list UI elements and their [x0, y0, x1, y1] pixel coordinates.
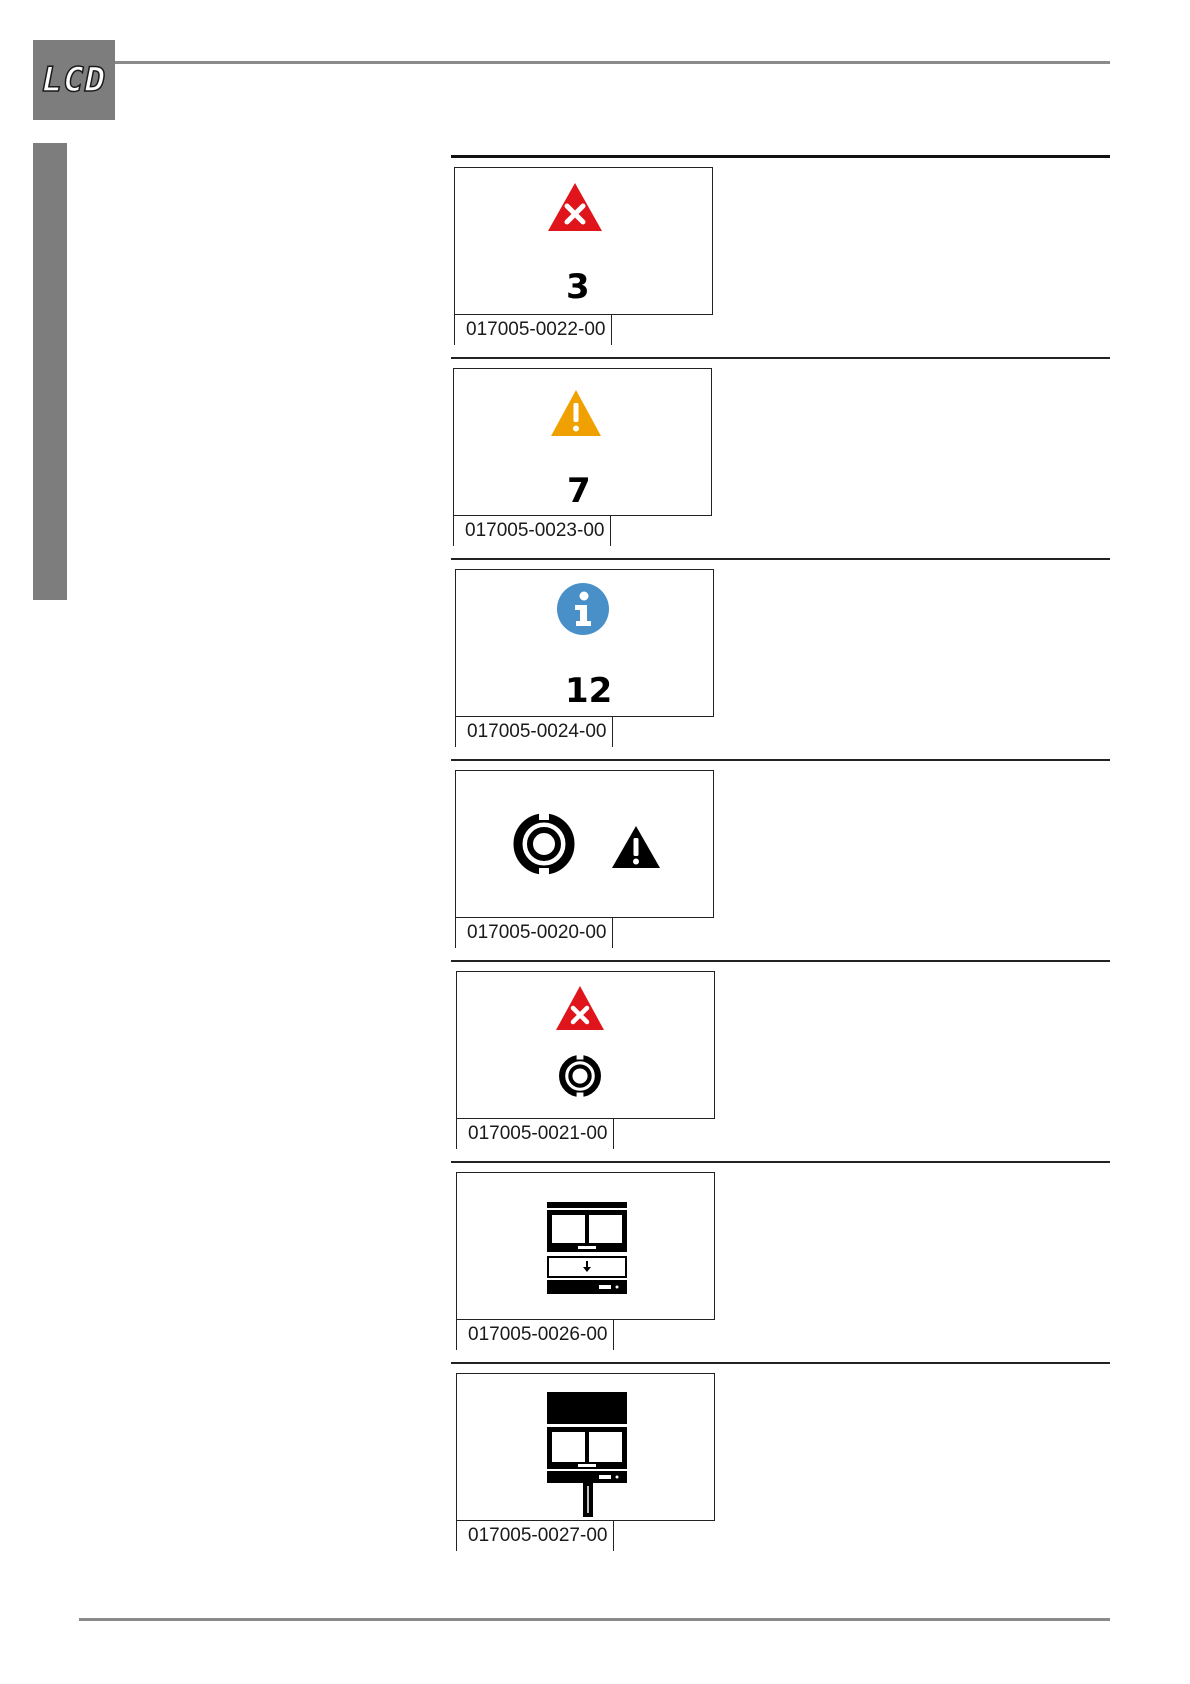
icon-frame	[456, 1172, 715, 1320]
header-rule	[115, 61, 1110, 64]
icon-frame	[455, 770, 714, 918]
logo-text: LCD	[41, 60, 107, 100]
icon-frame	[455, 569, 714, 717]
figure-row	[451, 761, 1110, 962]
footer-rule	[79, 1618, 1110, 1621]
blue-info-circle-icon	[556, 582, 610, 636]
figure-row	[451, 359, 1110, 560]
info-count: 12	[565, 671, 613, 711]
figure-id-label: 017005-0022-00	[454, 315, 612, 345]
icon-frame	[456, 971, 715, 1119]
figure-id-label: 017005-0024-00	[455, 717, 613, 747]
red-error-triangle-icon	[554, 984, 606, 1032]
instrument-with-handle-icon	[546, 1392, 628, 1518]
instrument-drawer-open-icon	[546, 1202, 628, 1294]
icon-frame	[454, 167, 713, 315]
lcd-logo	[33, 40, 115, 120]
side-tab-bar	[33, 143, 67, 600]
figure-row	[451, 1364, 1110, 1565]
figure-row	[451, 158, 1110, 359]
black-warning-triangle-icon	[610, 824, 662, 870]
device-ring-icon	[512, 812, 576, 876]
icon-frame	[456, 1373, 715, 1521]
warning-count: 7	[567, 471, 591, 511]
figure-row	[451, 560, 1110, 761]
device-ring-icon	[558, 1054, 602, 1098]
figure-row	[451, 1163, 1110, 1364]
figure-id-label: 017005-0026-00	[456, 1320, 614, 1350]
figure-id-label: 017005-0027-00	[456, 1521, 614, 1551]
figure-id-label: 017005-0020-00	[455, 918, 613, 948]
error-count: 3	[566, 267, 590, 307]
figure-row	[451, 962, 1110, 1163]
red-error-triangle-icon	[546, 181, 604, 233]
icon-frame	[453, 368, 712, 516]
figure-id-label: 017005-0021-00	[456, 1119, 614, 1149]
orange-warning-triangle-icon	[549, 388, 603, 438]
figure-id-label: 017005-0023-00	[453, 516, 611, 546]
